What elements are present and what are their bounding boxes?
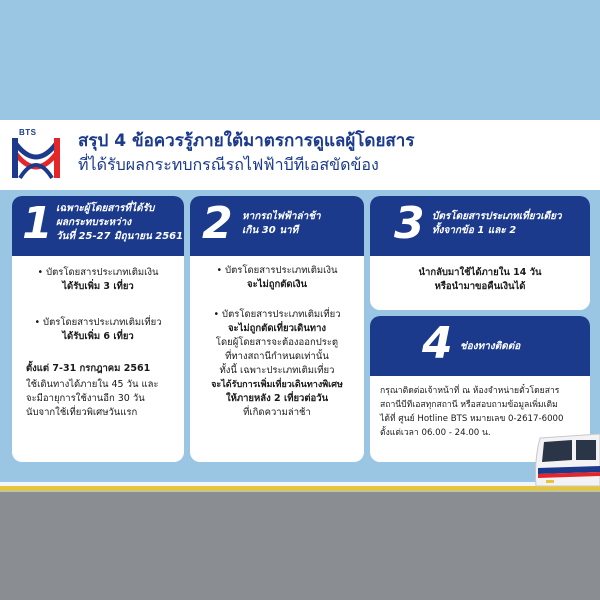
card-2-item2-line8: ที่เกิดความล่าช้า: [243, 407, 311, 418]
card-2-header-line2: เกิน 30 นาที: [242, 225, 299, 236]
card-1-note-line2: ใช้เดินทางได้ภายใน 45 วัน และ: [26, 379, 159, 390]
card-2-item1-label: • บัตรโดยสารประเภทเติมเงิน: [216, 265, 338, 276]
card-2-header-line1: หากรถไฟฟ้าล่าช้า: [242, 211, 321, 222]
card-2: [190, 196, 364, 462]
card-2-item2-line4: ที่ทางสถานีกำหนดเท่านั้น: [225, 351, 329, 362]
bts-train-illustration: [532, 430, 600, 490]
card-4-body-line3: ได้ที่ ศูนย์ Hotline BTS หมายเลข 0-2617-6000: [380, 414, 564, 424]
road: [0, 492, 600, 600]
card-3: [370, 196, 590, 310]
card-1-note-line4: นับจากใช้เที่ยวพิเศษวันแรก: [26, 407, 138, 418]
card-4-body-line2: สถานีบีทีเอสทุกสถานี หรือสอบถามข้อมูลเพิ่มเติม: [380, 400, 558, 410]
card-1-item1-label: • บัตรโดยสารประเภทเติมเงิน: [37, 267, 159, 278]
card-4-body-line4: ตั้งแต่เวลา 06.00 - 24.00 น.: [380, 428, 491, 438]
page-subtitle: ที่ได้รับผลกระทบกรณีรถไฟฟ้าบีทีเอสขัดข้อง: [78, 155, 379, 174]
card-3-number: 3: [394, 198, 425, 249]
card-1-header-line1: เฉพาะผู้โดยสารที่ได้รับ: [56, 203, 155, 214]
card-4-header-line1: ช่องทางติดต่อ: [460, 341, 521, 352]
page-title: สรุป 4 ข้อควรรู้ภายใต้มาตรการดูแลผู้โดยสาร: [78, 131, 415, 151]
card-2-item2-line3: โดยผู้โดยสารจะต้องออกประตู: [215, 337, 339, 348]
road-yellow-stripe: [0, 486, 600, 491]
logo-text: BTS: [19, 128, 37, 137]
card-3-header-line1: บัตรโดยสารประเภทเที่ยวเดียว: [432, 211, 562, 222]
card-2-number: 2: [202, 198, 233, 249]
card-1-header-line2: ผลกระทบระหว่าง: [56, 217, 132, 228]
card-1-number: 1: [22, 198, 53, 249]
card-3-header: [370, 196, 590, 256]
card-2-header: [190, 196, 364, 256]
card-2-item1-value: จะไม่ถูกตัดเงิน: [247, 279, 307, 290]
card-1-item2-value: ได้รับเพิ่ม 6 เที่ยว: [62, 331, 134, 342]
card-1-header-line3: วันที่ 25-27 มิถุนายน 2561: [56, 231, 184, 242]
card-2-item2-line7: ให้ภายหลัง 2 เที่ยวต่อวัน: [225, 393, 329, 404]
card-4-header: [370, 316, 590, 376]
card-4-number: 4: [422, 318, 453, 369]
card-3-body-line2: หรือนำมาขอคืนเงินได้: [434, 281, 526, 292]
card-1-note-line1: ตั้งแต่ 7-31 กรกฎาคม 2561: [26, 363, 151, 374]
card-1-item1-value: ได้รับเพิ่ม 3 เที่ยว: [62, 281, 134, 292]
card-1-note-line3: จะมีอายุการใช้งานอีก 30 วัน: [26, 393, 145, 404]
card-2-item2-line5: ทั้งนี้ เฉพาะประเภทเติมเที่ยว: [219, 365, 335, 376]
card-2-item2-line2: จะไม่ถูกตัดเที่ยวเดินทาง: [227, 323, 327, 334]
card-3-body-line1: นำกลับมาใช้ได้ภายใน 14 วัน: [418, 267, 542, 278]
card-1-header: [12, 196, 184, 256]
card-3-header-line2: ทั้งจากข้อ 1 และ 2: [432, 225, 517, 236]
card-1-item2-label: • บัตรโดยสารประเภทเติมเที่ยว: [34, 317, 162, 328]
card-2-item2-line6: จะได้รับการเพิ่มเที่ยวเดินทางพิเศษ: [211, 380, 343, 390]
card-2-item2-line1: • บัตรโดยสารประเภทเติมเที่ยว: [213, 309, 341, 320]
card-1: [12, 196, 184, 462]
card-4-body-line1: กรุณาติดต่อเจ้าหน้าที่ ณ ห้องจำหน่ายตั๋วโดยสาร: [380, 386, 560, 396]
